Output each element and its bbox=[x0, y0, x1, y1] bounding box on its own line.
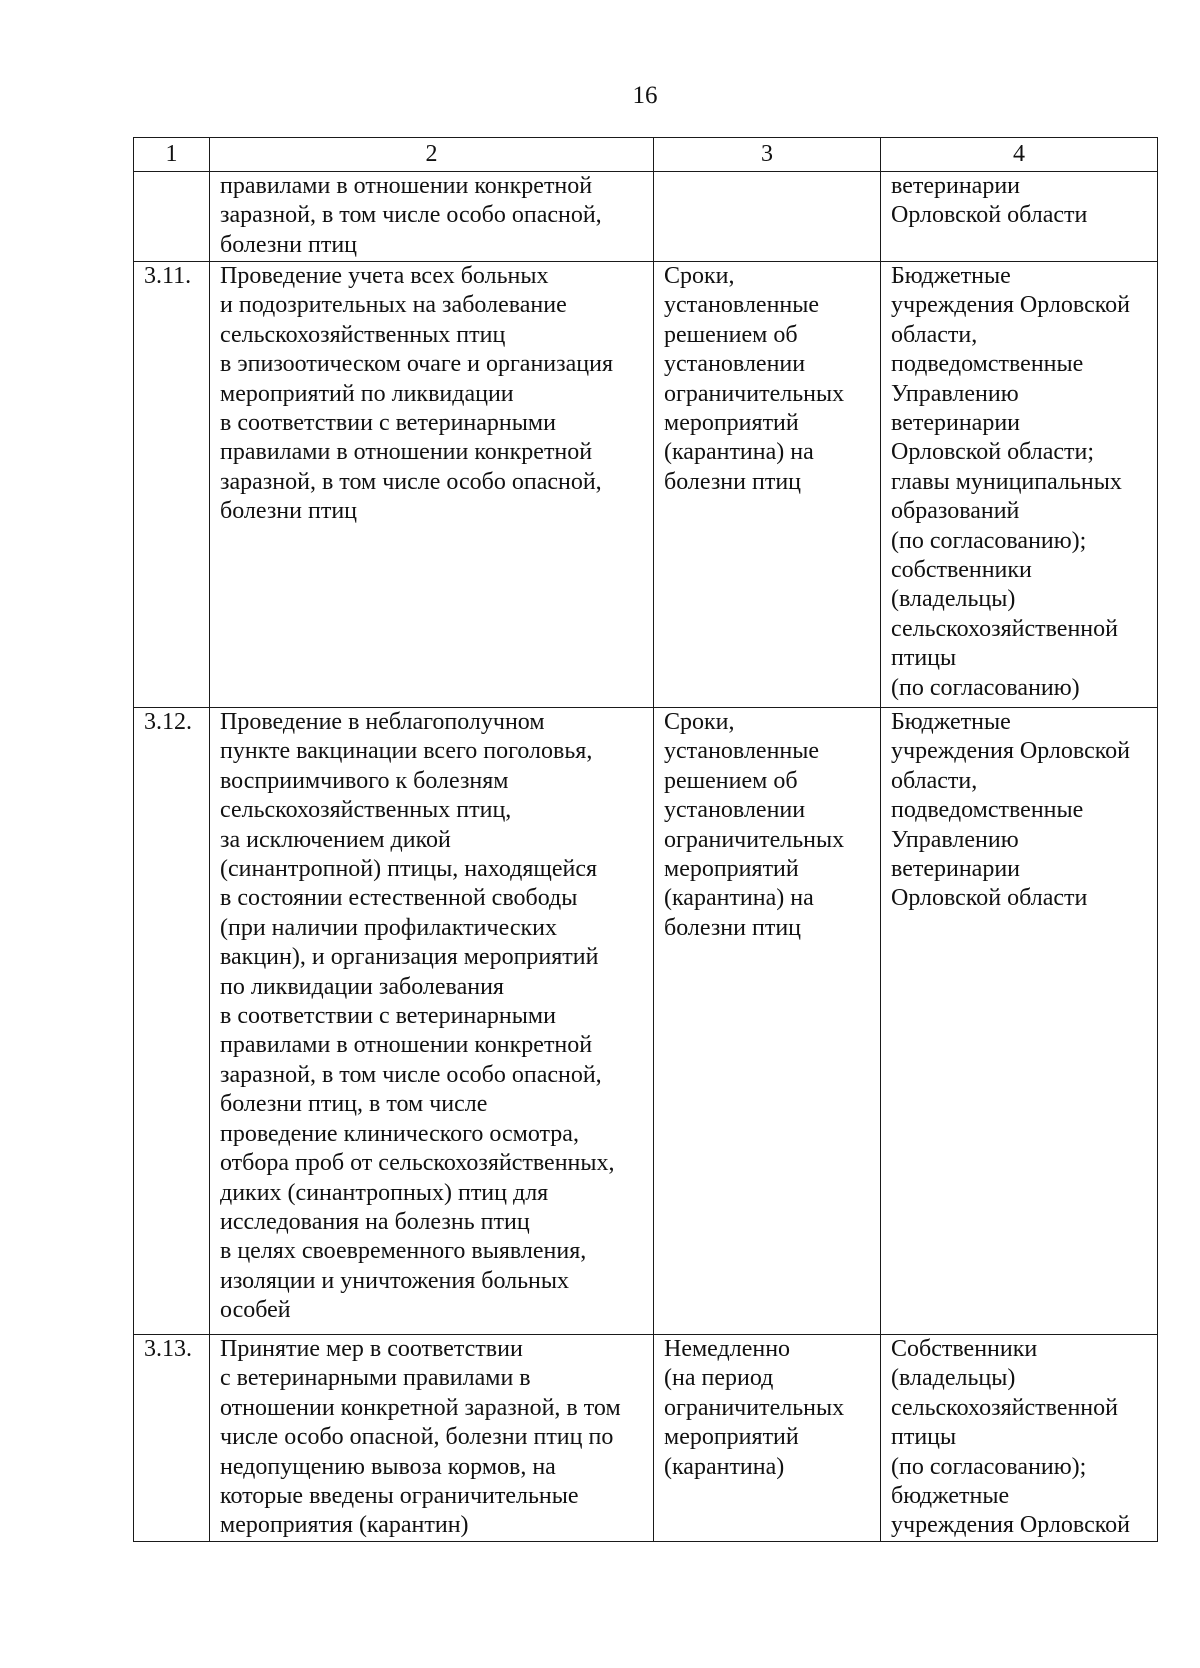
table-row bbox=[134, 262, 1158, 708]
responsible-cell: Бюджетные учреждения Орловской области, подведомственные Управлению ветеринарии Орловской области bbox=[881, 708, 1158, 1335]
table-row bbox=[134, 708, 1158, 1335]
term-cell bbox=[654, 172, 881, 262]
table-header-row bbox=[134, 138, 1158, 172]
row-number bbox=[134, 172, 210, 262]
column-header: 3 bbox=[654, 138, 881, 172]
action-cell: правилами в отношении конкретной заразной, в том числе особо опасной, болезни птиц bbox=[210, 172, 654, 262]
responsible-cell: ветеринарии Орловской области bbox=[881, 172, 1158, 262]
measures-table bbox=[133, 137, 1158, 1542]
row-number: 3.13. bbox=[134, 1335, 210, 1542]
row-number: 3.11. bbox=[134, 262, 210, 708]
page-number: 16 bbox=[632, 82, 658, 109]
responsible-cell: Собственники (владельцы) сельскохозяйственной птицы (по согласованию); бюджетные учреждения Орловской bbox=[881, 1335, 1158, 1542]
row-number: 3.12. bbox=[134, 708, 210, 1335]
term-cell: Немедленно (на период ограничительных мероприятий (карантина) bbox=[654, 1335, 881, 1542]
term-cell: Сроки, установленные решением об установлении ограничительных мероприятий (карантина) на болезни птиц bbox=[654, 708, 881, 1335]
term-cell: Сроки, установленные решением об установлении ограничительных мероприятий (карантина) на болезни птиц bbox=[654, 262, 881, 708]
responsible-cell: Бюджетные учреждения Орловской области, подведомственные Управлению ветеринарии Орловской области; главы муниципальных образований (по согласованию); собственники (владельцы) сельскохозяйственной птицы (по согласованию) bbox=[881, 262, 1158, 708]
column-header: 4 bbox=[881, 138, 1158, 172]
table-row bbox=[134, 1335, 1158, 1542]
action-cell: Проведение в неблагополучном пункте вакцинации всего поголовья, восприимчивого к болезням сельскохозяйственных птиц, за исключением дикой (синантропной) птицы, находящейся в состоянии естественной свободы (при наличии профилактических вакцин), и организация мероприятий по ликвидации заболевания в соответствии с ветеринарными правилами в отношении конкретной заразной, в том числе особо опасной, болезни птиц, в том числе проведение клинического осмотра, отбора проб от сельскохозяйственных, диких (синантропных) птиц для исследования на болезнь птиц в целях своевременного выявления, изоляции и уничтожения больных особей bbox=[210, 708, 654, 1335]
action-cell: Проведение учета всех больных и подозрительных на заболевание сельскохозяйственных птиц в эпизоотическом очаге и организация мероприятий по ликвидации в соответствии с ветеринарными правилами в отношении конкретной заразной, в том числе особо опасной, болезни птиц bbox=[210, 262, 654, 708]
column-header: 1 bbox=[134, 138, 210, 172]
action-cell: Принятие мер в соответствии с ветеринарными правилами в отношении конкретной заразной, в том числе особо опасной, болезни птиц по недопущению вывоза кормов, на которые введены ограничительные мероприятия (карантин) bbox=[210, 1335, 654, 1542]
table-row bbox=[134, 172, 1158, 262]
column-header: 2 bbox=[210, 138, 654, 172]
